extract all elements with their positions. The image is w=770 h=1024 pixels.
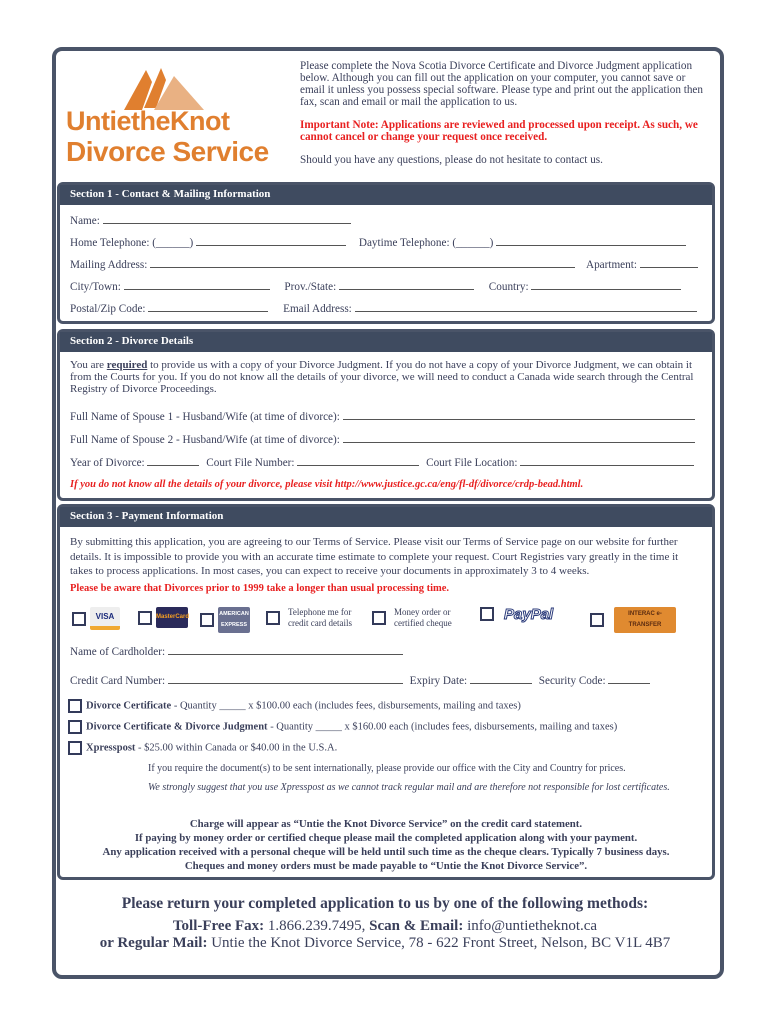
file-location-field[interactable]	[520, 455, 694, 466]
cc-number-field[interactable]	[168, 673, 403, 684]
intro-text: Please complete the Nova Scotia Divorce Certificate and Divorce Judgment application below. Although you can fill out the application on your computer, you cannot save or email it unless you possess special software. Please type and print out the application then fax, scan and email or mail the application to us.	[300, 60, 703, 108]
file-location-label: Court File Location:	[426, 457, 518, 469]
name-label: Name:	[70, 215, 100, 227]
home-phone-field[interactable]	[196, 235, 346, 246]
spouse2-label: Full Name of Spouse 2 - Husband/Wife (at time of divorce):	[70, 434, 340, 446]
paypal-icon: PayPal	[504, 605, 554, 623]
contact-note: Should you have any questions, please do not hesitate to contact us.	[300, 154, 603, 166]
fax-number: 1.866.239.7495,	[264, 918, 370, 934]
paypal-checkbox[interactable]	[480, 607, 494, 621]
expiry-label: Expiry Date:	[409, 675, 468, 687]
mountain-logo-icon	[116, 62, 206, 112]
mailing-label: Mailing Address:	[70, 259, 148, 271]
logo-line1: UntietheKnot	[66, 106, 230, 136]
amex-checkbox[interactable]	[200, 613, 214, 627]
justice-link[interactable]: If you do not know all the details of your divorce, please visit http://www.justice.gc.ca/eng/fl-df/divorce/crdp-bead.html.	[70, 479, 584, 490]
section-3-header: Section 3 - Payment Information	[60, 507, 712, 527]
apartment-label: Apartment:	[585, 259, 637, 271]
option2-text: - Quantity _____ x $160.00 each (includes fees, disbursements, mailing and taxes)	[267, 721, 618, 733]
certificate-judgment-checkbox[interactable]	[68, 720, 82, 734]
payable-note: Cheques and money orders must be made payable to “Untie the Knot Divorce Service”.	[184, 860, 588, 872]
fax-email-line	[60, 918, 710, 935]
city-label: City/Town:	[70, 281, 121, 293]
email-field[interactable]	[355, 301, 697, 312]
section-2	[57, 329, 715, 501]
email-label: Email Address:	[283, 303, 352, 315]
spouse2-field[interactable]	[343, 432, 695, 443]
terms-text: By submitting this application, you are agreeing to our Terms of Service. Please visit our Terms of Service page on our website for further details. It is impossible to provide you with an accurate time estimate to complete your request. Court Registries vary greatly in the time it takes to process applications. In most cases, you can expect to receive your documents in approximately 3 to 4 weeks.	[70, 536, 679, 577]
intro-rest: to provide us with a copy of your Divorce Judgment. If you do not have a copy of your Divorce Judgment, we can obtain it from the Courts for you. If you do not know all the details of your divorce, we will need to conduct a Canada wide search through the Central Registry of Divorce Proceedings.	[70, 359, 694, 395]
xpresspost-checkbox[interactable]	[68, 741, 82, 755]
file-number-field[interactable]	[297, 455, 419, 466]
day-phone-label: Daytime Telephone: (______)	[358, 237, 494, 249]
option1-title: Divorce Certificate	[86, 700, 172, 712]
prov-field[interactable]	[339, 279, 474, 290]
required-word: required	[106, 359, 148, 371]
interac-checkbox[interactable]	[590, 613, 604, 627]
fax-label: Toll-Free Fax:	[172, 918, 265, 934]
charge-note: Charge will appear as “Untie the Knot Divorce Service” on the credit card statement.	[189, 818, 583, 830]
visa-checkbox[interactable]	[72, 612, 86, 626]
prov-label: Prov./State:	[284, 281, 337, 293]
section-2-intro	[70, 359, 700, 395]
apartment-field[interactable]	[640, 257, 698, 268]
option2-title: Divorce Certificate & Divorce Judgment	[86, 721, 268, 733]
country-label: Country:	[488, 281, 529, 293]
file-number-label: Court File Number:	[206, 457, 295, 469]
processing-warning: Please be aware that Divorces prior to 1999 take a longer than usual processing time.	[70, 583, 450, 594]
mastercard-icon: MasterCard	[156, 607, 188, 628]
section-1-header: Section 1 - Contact & Mailing Information	[60, 185, 712, 205]
mail-note: If paying by money order or certified cheque please mail the completed application along with your payment.	[134, 832, 638, 844]
mail-label: or Regular Mail:	[99, 935, 208, 951]
section-1	[57, 182, 715, 324]
intro	[300, 60, 705, 166]
city-field[interactable]	[124, 279, 270, 290]
cardholder-label: Name of Cardholder:	[70, 646, 166, 658]
visa-icon: VISA	[90, 607, 120, 630]
year-field[interactable]	[147, 455, 199, 466]
interac-icon: INTERAC e-TRANSFER	[614, 607, 676, 633]
mail-line	[60, 935, 710, 952]
money-order-label: Money order or certified cheque	[394, 607, 452, 628]
cardholder-field[interactable]	[168, 644, 403, 655]
important-note: Important Note: Applications are reviewed and processed upon receipt. As such, we cannot cancel or change your request once received.	[300, 119, 698, 143]
mailing-field[interactable]	[150, 257, 575, 268]
postal-field[interactable]	[148, 301, 268, 312]
email-label: Scan & Email:	[369, 918, 464, 934]
day-phone-field[interactable]	[496, 235, 686, 246]
amex-icon: AMERICAN EXPRESS	[218, 607, 250, 633]
money-order-checkbox[interactable]	[372, 611, 386, 625]
year-label: Year of Divorce:	[70, 457, 145, 469]
option1-text: - Quantity _____ x $100.00 each (includes fees, disbursements, mailing and taxes)	[171, 700, 521, 712]
telephone-label: Telephone me for credit card details	[288, 607, 352, 628]
certificate-checkbox[interactable]	[68, 699, 82, 713]
cheque-note: Any application received with a personal cheque will be held until such time as the cheque clears. Typically 7 business days.	[102, 846, 670, 858]
security-code-field[interactable]	[608, 673, 650, 684]
section-3	[57, 504, 715, 880]
cc-number-label: Credit Card Number:	[70, 675, 166, 687]
option3-title: Xpresspost	[86, 742, 136, 754]
spouse1-field[interactable]	[343, 409, 695, 420]
spouse1-label: Full Name of Spouse 1 - Husband/Wife (at time of divorce):	[70, 411, 340, 423]
name-field[interactable]	[103, 213, 351, 224]
logo-line2: Divorce Service	[66, 136, 269, 167]
telephone-checkbox[interactable]	[266, 611, 280, 625]
security-code-label: Security Code:	[538, 675, 606, 687]
expiry-field[interactable]	[470, 673, 532, 684]
home-phone-label: Home Telephone: (______)	[70, 237, 194, 249]
footer-title: Please return your completed application to us by one of the following methods:	[121, 895, 649, 912]
xpresspost-suggestion: We strongly suggest that you use Xpresspost as we cannot track regular mail and are therefore not responsible for lost certificates.	[148, 782, 670, 793]
email-address[interactable]: info@untietheknot.ca	[463, 918, 598, 934]
postal-label: Postal/Zip Code:	[70, 303, 146, 315]
country-field[interactable]	[531, 279, 681, 290]
mail-address: Untie the Knot Divorce Service, 78 - 622 Front Street, Nelson, BC V1L 4B7	[207, 935, 671, 951]
option3-text: - $25.00 within Canada or $40.00 in the U.S.A.	[135, 742, 338, 754]
intro-part: You are	[70, 359, 107, 371]
mastercard-checkbox[interactable]	[138, 611, 152, 625]
international-note: If you require the document(s) to be sent internationally, please provide our office with the City and Country for prices.	[148, 763, 626, 774]
logo	[66, 62, 291, 172]
section-2-header: Section 2 - Divorce Details	[60, 332, 712, 352]
payment-notes	[60, 817, 712, 873]
